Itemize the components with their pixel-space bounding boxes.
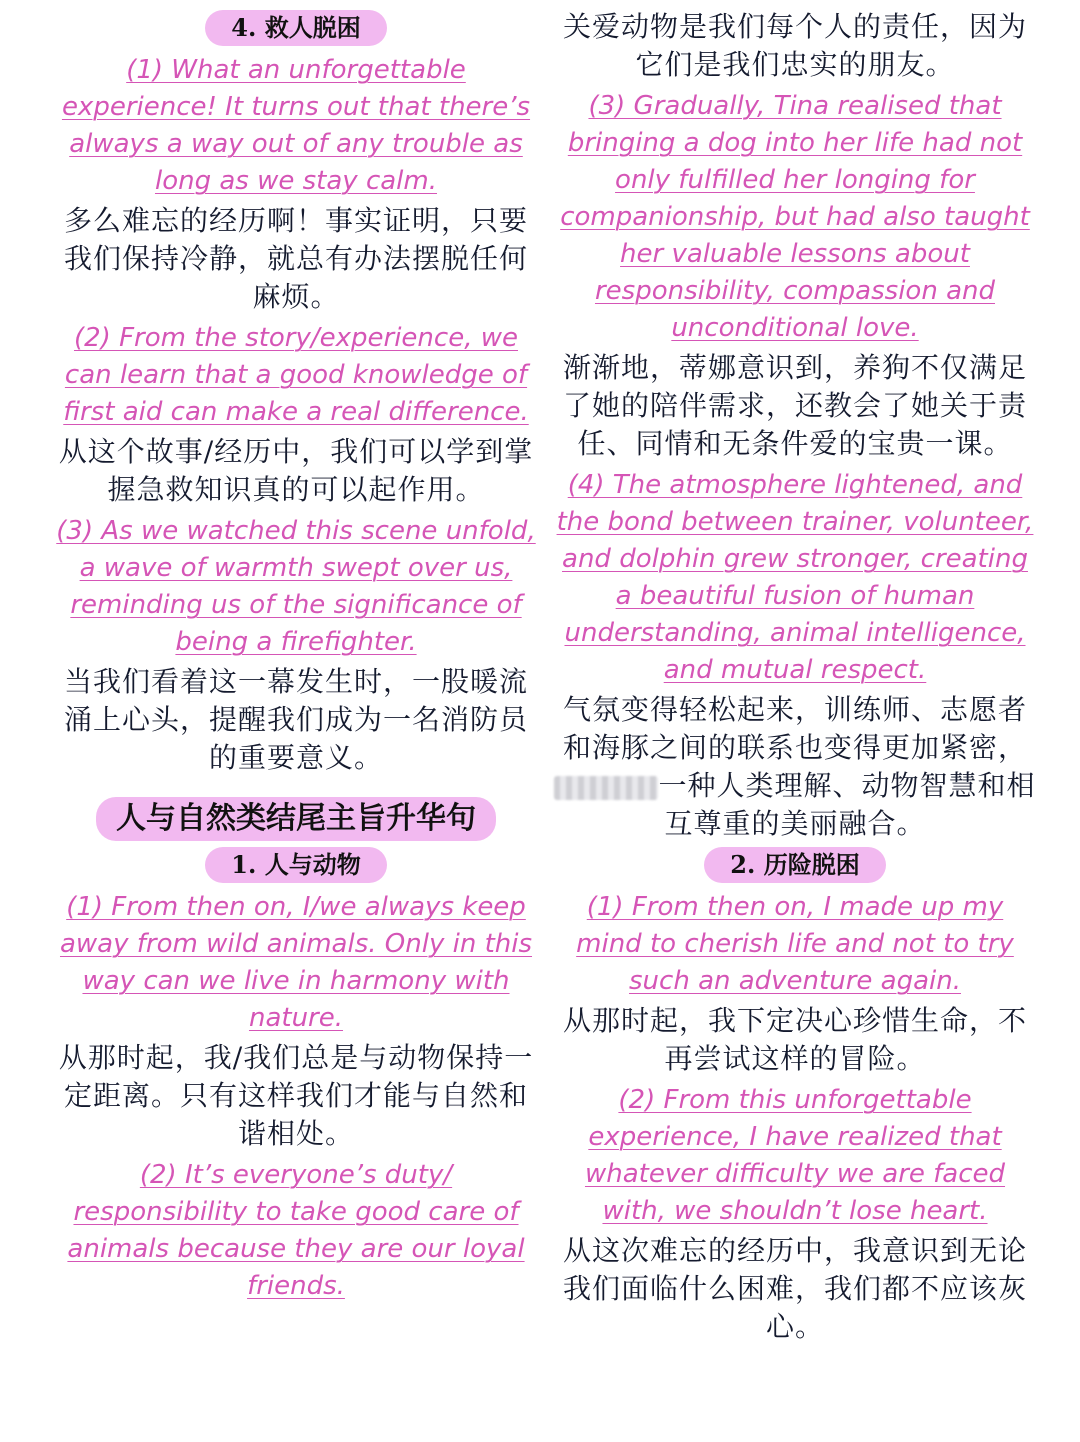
rescue-en-2: (2) From the story/experience, we can learn that a good knowledge of first aid can make a real difference.: [63, 323, 529, 427]
heading-animals: 1. 人与动物: [205, 847, 386, 883]
adventure-zh-1: 从那时起，我下定决心珍惜生命，不再尝试这样的冒险。: [562, 1004, 1027, 1075]
left-column: [56, 0, 536, 1305]
animals-en-1: (1) From then on, I/we always keep away from wild animals. Only in this way can we live in harmony with nature.: [59, 892, 533, 1033]
adventure-en-1: (1) From then on, I made up my mind to cherish life and not to try such an adventure again.: [576, 892, 1014, 996]
adventure-zh-2: 从这次难忘的经历中，我意识到无论我们面临什么困难，我们都不应该灰心。: [562, 1234, 1027, 1343]
heading-adventure: 2. 历险脱困: [704, 847, 885, 883]
animals-en-3: (3) Gradually, Tina realised that bringing a dog into her life had not only fulfilled her longing for companionship, but had also taught her valuable lessons about responsibility, compassion and unconditional love.: [560, 91, 1030, 343]
animals-en-4: (4) The atmosphere lightened, and the bond between trainer, volunteer, and dolphin grew stronger, creating a beautiful fusion of human understanding, animal intelligence, and mutual respect.: [556, 470, 1034, 685]
rescue-zh-2: 从这个故事/经历中，我们可以学到掌握急救知识真的可以起作用。: [58, 435, 534, 506]
animals-zh-4-part1: 气氛变得轻松起来，训练师、志愿者和海豚之间的联系也变得更加紧密，: [562, 693, 1027, 764]
animals-zh-4: [552, 691, 1038, 843]
heading-rescue: 4. 救人脱困: [205, 10, 386, 46]
rescue-en-1: (1) What an unforgettable experience! It turns out that there’s always a way out of any trouble as long as we stay calm.: [61, 55, 531, 196]
animals-zh-2: 关爱动物是我们每个人的责任，因为它们是我们忠实的朋友。: [562, 10, 1027, 81]
rescue-zh-3: 当我们看着这一幕发生时，一股暖流涌上心头，提醒我们成为一名消防员的重要意义。: [63, 665, 528, 774]
animals-en-2: (2) It’s everyone’s duty/ responsibility to take good care of animals because they are our loyal friends.: [67, 1160, 525, 1301]
right-column: [552, 0, 1038, 1350]
animals-zh-1: 从那时起，我/我们总是与动物保持一定距离。只有这样我们才能与自然和谐相处。: [58, 1041, 534, 1150]
animals-zh-4-part2: 一种人类理解、动物智慧和相互尊重的美丽融合。: [658, 769, 1036, 840]
rescue-en-3: (3) As we watched this scene unfold, a wave of warmth swept over us, reminding us of the significance of being a firefighter.: [56, 516, 536, 657]
animals-zh-3: 渐渐地，蒂娜意识到，养狗不仅满足了她的陪伴需求，还教会了她关于责任、同情和无条件爱的宝贵一课。: [562, 351, 1027, 460]
adventure-en-2: (2) From this unforgettable experience, I have realized that whatever difficulty we are faced with, we shouldn’t lose heart.: [584, 1085, 1006, 1226]
section-title: 人与自然类结尾主旨升华句: [96, 797, 496, 841]
rescue-zh-1: 多么难忘的经历啊！事实证明，只要我们保持冷静，就总有办法摆脱任何麻烦。: [63, 204, 528, 313]
blurred-text: [554, 776, 658, 800]
